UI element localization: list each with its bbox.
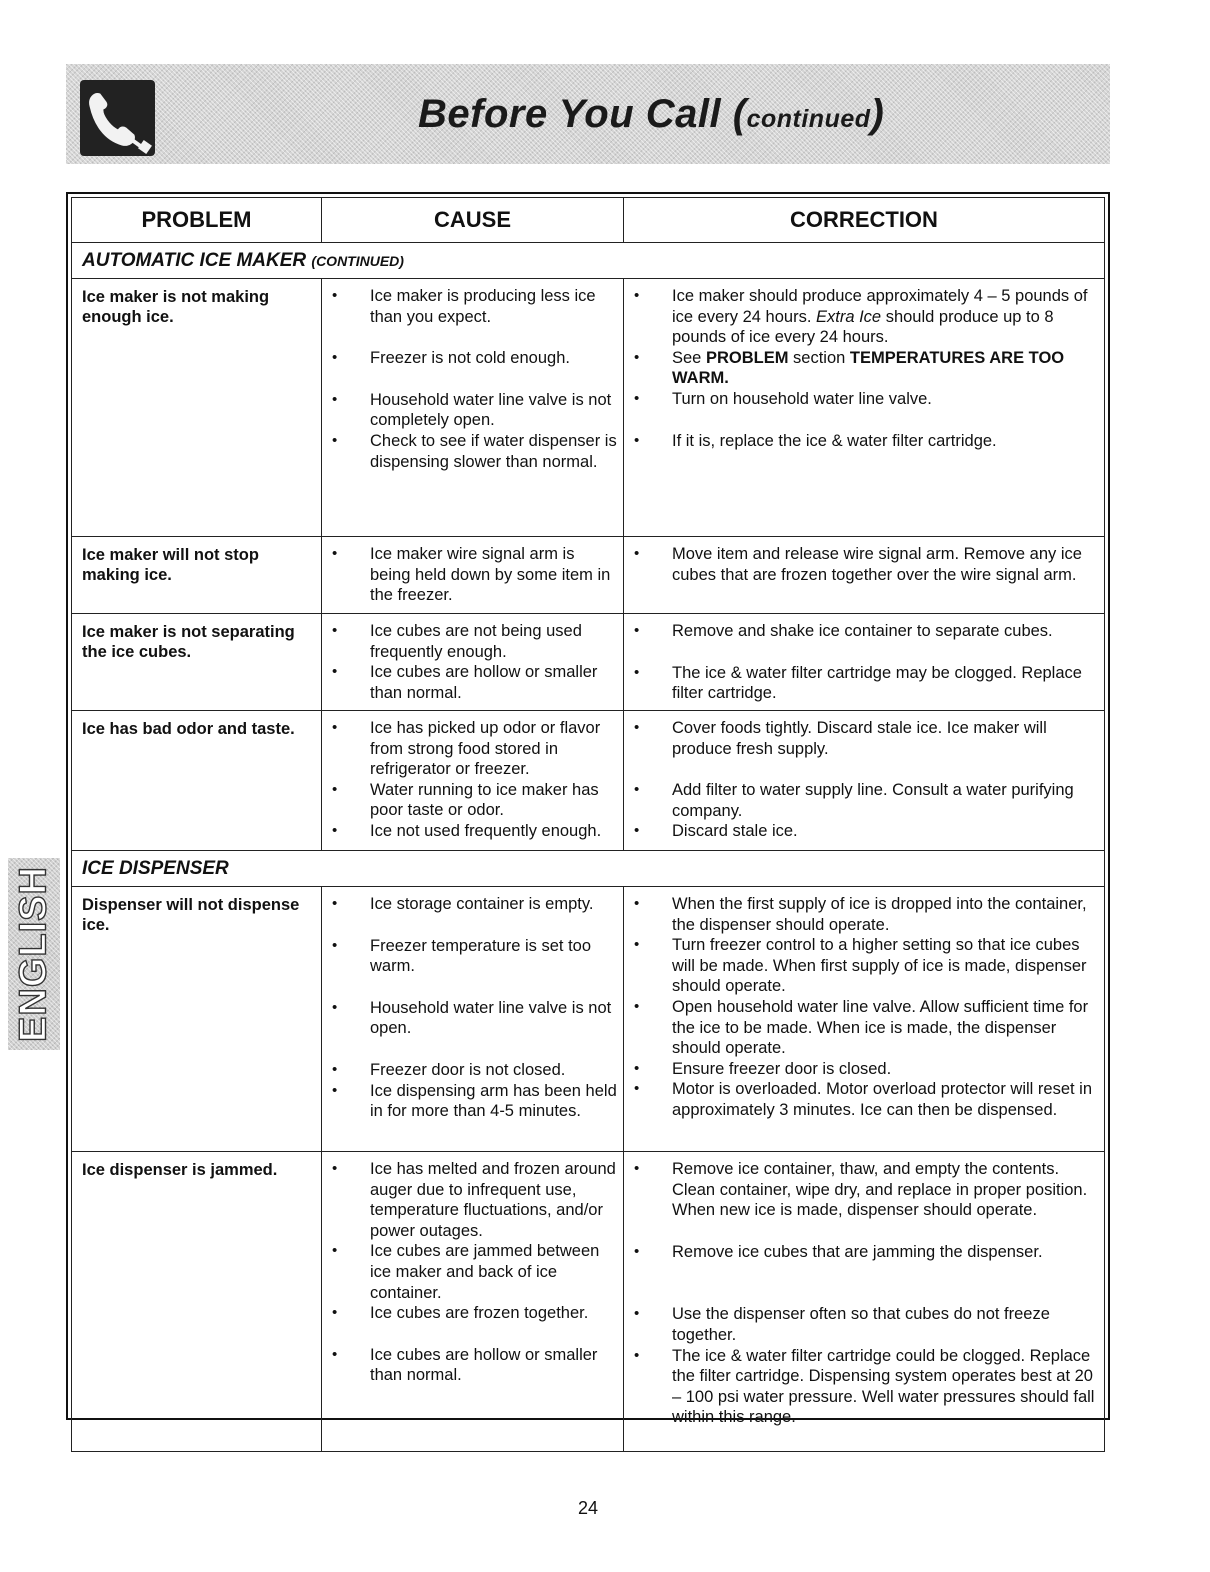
problem-cell: Ice maker is not separating the ice cubes. (72, 614, 322, 711)
problem-cell: Ice has bad odor and taste. (72, 711, 322, 851)
problem-cell: Ice maker will not stop making ice. (72, 537, 322, 614)
table-header-row (72, 198, 1105, 243)
list-item: • Ice cubes are hollow or smaller than normal. (332, 662, 617, 703)
correction-cell (624, 614, 1105, 711)
language-tab-label: ENGLISH (12, 866, 55, 1042)
section-row (72, 851, 1105, 887)
list-item: • Cover foods tightly. Discard stale ice. Ice maker will produce fresh supply. (634, 718, 1098, 759)
section-title-ice-dispenser: ICE DISPENSER (72, 851, 1105, 887)
list-item: • Ice not used frequently enough. (332, 821, 617, 842)
cause-cell (322, 614, 624, 711)
list-item: • Turn on household water line valve. (634, 389, 1098, 410)
list-item: • Freezer temperature is set too warm. (332, 936, 617, 977)
section-row (72, 243, 1105, 279)
section-title-ice-maker: AUTOMATIC ICE MAKER (CONTINUED) (72, 243, 1105, 279)
list-item: • Ice storage container is empty. (332, 894, 617, 915)
table-row (72, 711, 1105, 851)
list-item: • Use the dispenser often so that cubes do not freeze together. (634, 1304, 1098, 1345)
list-item: • Water running to ice maker has poor taste or odor. (332, 780, 617, 821)
correction-cell (624, 887, 1105, 1152)
list-item: • Freezer door is not closed. (332, 1060, 617, 1081)
list-item: • Add filter to water supply line. Consult a water purifying company. (634, 780, 1098, 821)
list-item: • Ice cubes are jammed between ice maker and back of ice container. (332, 1241, 617, 1303)
list-item: • Ice maker should produce approximately 4 – 5 pounds of ice every 24 hours. Extra Ice should produce up to 8 pounds of ice every 24 hours. (634, 286, 1098, 348)
list-item: • Ice cubes are not being used frequently enough. (332, 621, 617, 662)
list-item: • See PROBLEM section TEMPERATURES ARE TOO WARM. (634, 348, 1098, 389)
list-item: • Motor is overloaded. Motor overload protector will reset in approximately 3 minutes. Ice can then be dispensed. (634, 1079, 1098, 1120)
cause-cell (322, 887, 624, 1152)
list-item: • The ice & water filter cartridge may be clogged. Replace filter cartridge. (634, 663, 1098, 704)
cause-cell (322, 1152, 624, 1452)
table-row (72, 537, 1105, 614)
problem-cell: Ice maker is not making enough ice. (72, 279, 322, 537)
table-row (72, 887, 1105, 1152)
list-item: • Ice maker is producing less ice than you expect. (332, 286, 617, 327)
cause-cell (322, 279, 624, 537)
list-item: • Ice maker wire signal arm is being held down by some item in the freezer. (332, 544, 617, 606)
list-item: • If it is, replace the ice & water filter cartridge. (634, 431, 1098, 452)
telephone-icon (80, 80, 155, 156)
correction-cell (624, 537, 1105, 614)
header-problem: PROBLEM (72, 198, 322, 243)
list-item: • Ensure freezer door is closed. (634, 1059, 1098, 1080)
list-item: • Open household water line valve. Allow sufficient time for the ice to be made. When ice is made, the dispenser should operate. (634, 997, 1098, 1059)
list-item: • Check to see if water dispenser is dispensing slower than normal. (332, 431, 617, 472)
header-cause: CAUSE (322, 198, 624, 243)
list-item: • Remove ice cubes that are jamming the dispenser. (634, 1242, 1098, 1263)
list-item: • Ice has melted and frozen around auger due to infrequent use, temperature fluctuations, and/or power outages. (332, 1159, 617, 1241)
list-item: • Remove and shake ice container to separate cubes. (634, 621, 1098, 642)
list-item: • Household water line valve is not open. (332, 998, 617, 1039)
header-correction: CORRECTION (624, 198, 1105, 243)
problem-cell: Ice dispenser is jammed. (72, 1152, 322, 1452)
list-item: • Ice cubes are hollow or smaller than normal. (332, 1345, 617, 1386)
list-item: • Freezer is not cold enough. (332, 348, 617, 369)
list-item: • Ice dispensing arm has been held in for more than 4-5 minutes. (332, 1081, 617, 1122)
correction-cell (624, 711, 1105, 851)
table-row (72, 1152, 1105, 1452)
cause-cell (322, 537, 624, 614)
table-row (72, 614, 1105, 711)
list-item: • Household water line valve is not completely open. (332, 390, 617, 431)
page-number: 24 (577, 1498, 599, 1518)
list-item: • Remove ice container, thaw, and empty the contents. Clean container, wipe dry, and replace in proper position. When new ice is made, dispenser should operate. (634, 1159, 1098, 1221)
troubleshooting-table (66, 192, 1110, 1427)
list-item: • The ice & water filter cartridge could be clogged. Replace the filter cartridge. Dispensing system operates best at 20 – 100 psi water pressure. Well water pressures should fall within this range. (634, 1346, 1098, 1428)
list-item: • Move item and release wire signal arm. Remove any ice cubes that are frozen together over the wire signal arm. (634, 544, 1098, 585)
problem-cell: Dispenser will not dispense ice. (72, 887, 322, 1152)
list-item: • Ice cubes are frozen together. (332, 1303, 617, 1324)
cause-cell (322, 711, 624, 851)
correction-cell (624, 279, 1105, 537)
table-row (72, 279, 1105, 537)
page-title: Before You Call (continued) (418, 92, 885, 136)
list-item: • Discard stale ice. (634, 821, 1098, 842)
list-item: • Ice has picked up odor or flavor from strong food stored in refrigerator or freezer. (332, 718, 617, 780)
list-item: • When the first supply of ice is dropped into the container, the dispenser should operate. (634, 894, 1098, 935)
correction-cell (624, 1152, 1105, 1452)
list-item: • Turn freezer control to a higher setting so that ice cubes will be made. When first supply of ice is made, dispenser should operate. (634, 935, 1098, 997)
